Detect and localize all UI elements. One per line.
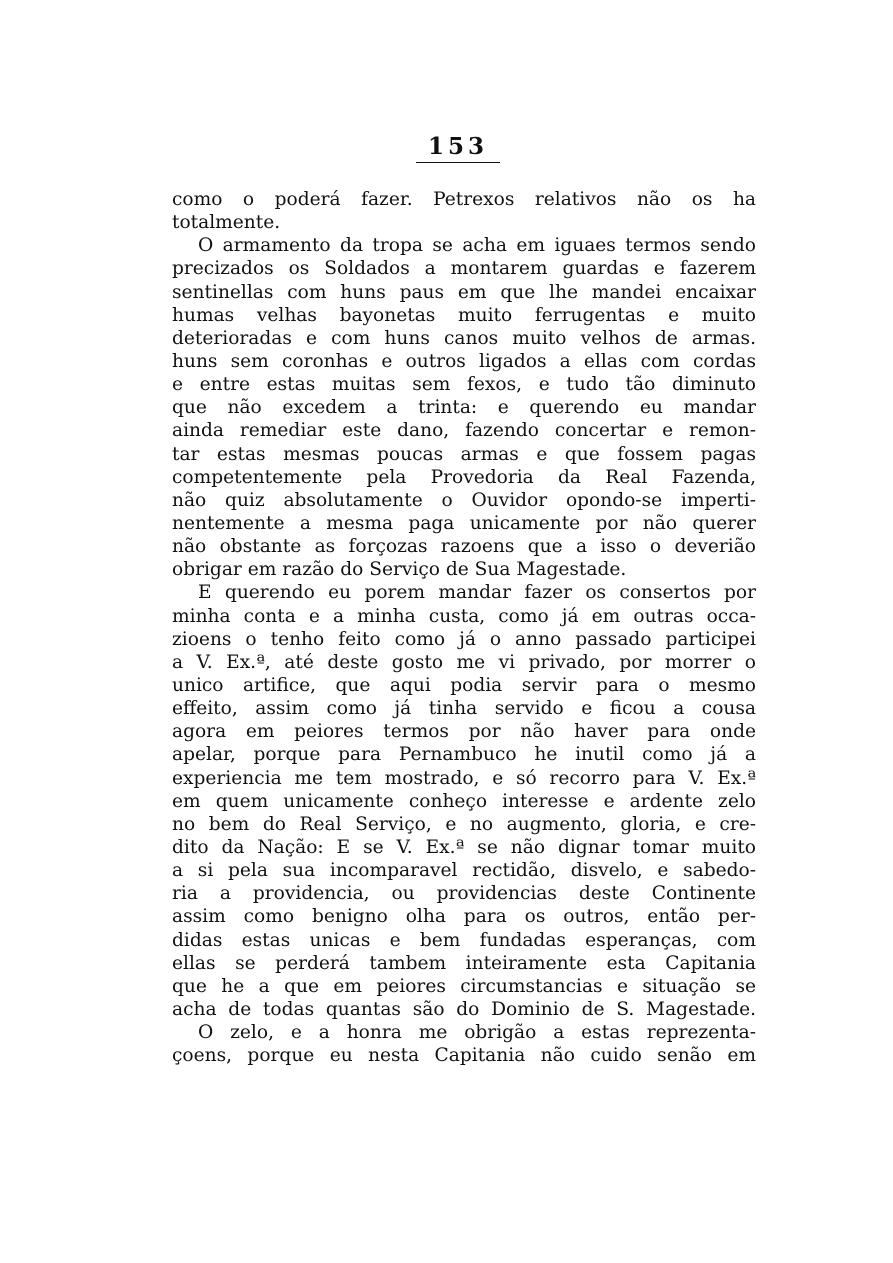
text-line: obrigar em razão do Serviço de Sua Magestade.: [172, 559, 627, 581]
text-line: em quem unicamente conheço interesse e ardente zelo: [172, 790, 756, 812]
text-line: effeito, assim como já tinha servido e ficou a cousa: [172, 698, 756, 720]
text-line: deterioradas e com huns canos muito velhos de armas.: [172, 327, 756, 349]
text-line: não quiz absolutamente o Ouvidor opondo-se imperti-: [172, 489, 756, 511]
text-line: que não excedem a trinta: e querendo eu mandar: [172, 397, 756, 419]
page-number: 153: [416, 134, 500, 163]
text-line: humas velhas bayonetas muito ferrugentas e muito: [172, 304, 756, 326]
text-line: não obstante as forçozas razoens que a isso o deverião: [172, 536, 756, 558]
text-line: tar estas mesmas poucas armas e que fossem pagas: [172, 443, 756, 465]
text-line: apelar, porque para Pernambuco he inutil como já a: [172, 744, 756, 766]
body-text: [172, 188, 756, 1067]
text-line: huns sem coronhas e outros ligados a ellas com cordas: [172, 350, 756, 372]
text-line: E querendo eu porem mandar fazer os consertos por: [198, 582, 756, 604]
text-line: a V. Ex.ª, até deste gosto me vi privado, por morrer o: [172, 651, 756, 673]
text-line: que he a que em peiores circumstancias e situação se: [172, 975, 756, 997]
text-line: O zelo, e a honra me obrigão a estas reprezenta-: [198, 1022, 756, 1044]
text-line: didas estas unicas e bem fundadas esperanças, com: [172, 929, 756, 951]
text-line: ria a providencia, ou providencias deste Continente: [172, 883, 756, 905]
text-line: agora em peiores termos por não haver para onde: [172, 721, 756, 743]
text-line: totalmente.: [172, 212, 281, 234]
text-line: unico artifice, que aqui podia servir para o mesmo: [172, 674, 756, 696]
text-line: ellas se perderá tambem inteiramente esta Capitania: [172, 952, 756, 974]
text-line: nentemente a mesma paga unicamente por não querer: [172, 512, 756, 534]
text-line: ainda remediar este dano, fazendo concertar e remon-: [172, 420, 756, 442]
text-line: experiencia me tem mostrado, e só recorro para V. Ex.ª: [172, 767, 756, 789]
text-line: precizados os Soldados a montarem guardas e fazerem: [172, 258, 756, 280]
text-line: no bem do Real Serviço, e no augmento, gloria, e cre-: [172, 813, 756, 835]
text-line: O armamento da tropa se acha em iguaes termos sendo: [198, 235, 756, 257]
text-line: sentinellas com huns paus em que lhe mandei encaixar: [172, 281, 756, 303]
text-line: zioens o tenho feito como já o anno passado participei: [172, 628, 756, 650]
text-line: competentemente pela Provedoria da Real Fazenda,: [172, 466, 756, 488]
text-line: acha de todas quantas são do Dominio de S. Magestade.: [172, 998, 756, 1020]
text-line: minha conta e a minha custa, como já em outras occa-: [172, 605, 756, 627]
text-line: a si pela sua incomparavel rectidão, disvelo, e sabedo-: [172, 860, 756, 882]
text-line: çoens, porque eu nesta Capitania não cuido senão em: [172, 1045, 756, 1067]
text-line: dito da Nação: E se V. Ex.ª se não dignar tomar muito: [172, 836, 756, 858]
text-line: como o poderá fazer. Petrexos relativos não os ha: [172, 189, 756, 210]
text-line: assim como benigno olha para os outros, então per-: [172, 906, 756, 928]
text-line: e entre estas muitas sem fexos, e tudo tão diminuto: [172, 374, 756, 396]
